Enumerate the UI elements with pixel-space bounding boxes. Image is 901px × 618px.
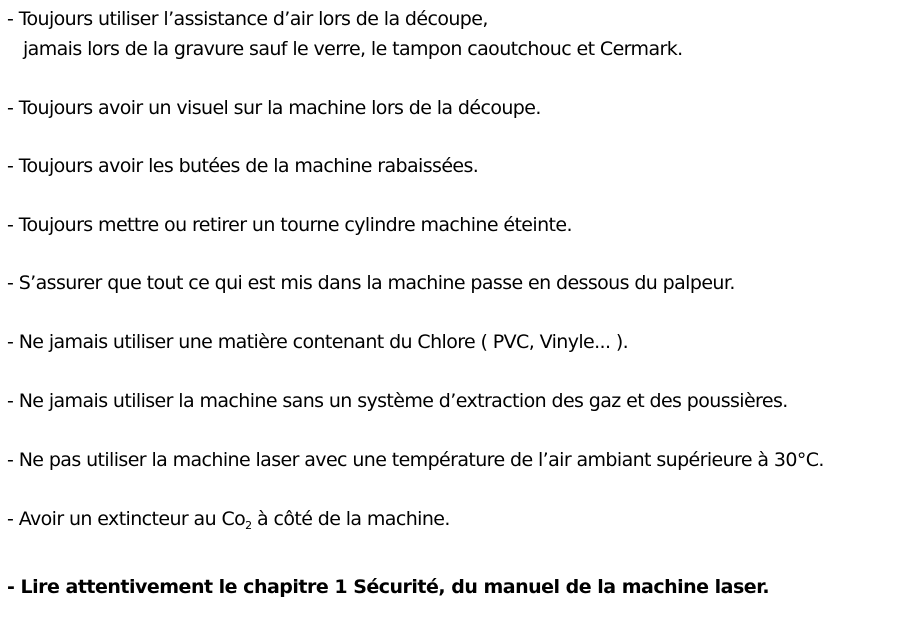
rule-under-probe: - S’assurer que tout ce qui est mis dans la machine passe en dessous du palpeur. bbox=[7, 272, 735, 294]
rule-fire-extinguisher bbox=[7, 507, 450, 531]
rule-no-chlorine: - Ne jamais utiliser une matière contenant du Chlore ( PVC, Vinyle... ). bbox=[7, 331, 629, 353]
rule-air-assist-line1: - Toujours utiliser l’assistance d’air lors de la découpe, bbox=[7, 8, 488, 30]
rule-fire-extinguisher-text-end: à côté de la machine. bbox=[251, 508, 450, 530]
co2-subscript: 2 bbox=[245, 519, 252, 532]
rule-fire-extinguisher-text-start: - Avoir un extincteur au Co bbox=[7, 508, 246, 530]
rule-air-assist-line2: jamais lors de la gravure sauf le verre, le tampon caoutchouc et Cermark. bbox=[23, 38, 683, 60]
rule-rotary-machine-off: - Toujours mettre ou retirer un tourne cylindre machine éteinte. bbox=[7, 214, 572, 236]
rule-read-safety-chapter: - Lire attentivement le chapitre 1 Sécurité, du manuel de la machine laser. bbox=[7, 576, 770, 598]
safety-rules-document bbox=[7, 0, 897, 618]
rule-stops-lowered: - Toujours avoir les butées de la machine rabaissées. bbox=[7, 155, 479, 177]
rule-visual-on-machine: - Toujours avoir un visuel sur la machine lors de la découpe. bbox=[7, 97, 541, 119]
rule-extraction-system: - Ne jamais utiliser la machine sans un système d’extraction des gaz et des poussières. bbox=[7, 390, 788, 412]
rule-ambient-temperature: - Ne pas utiliser la machine laser avec une température de l’air ambiant supérieure à 30°C. bbox=[7, 449, 824, 471]
